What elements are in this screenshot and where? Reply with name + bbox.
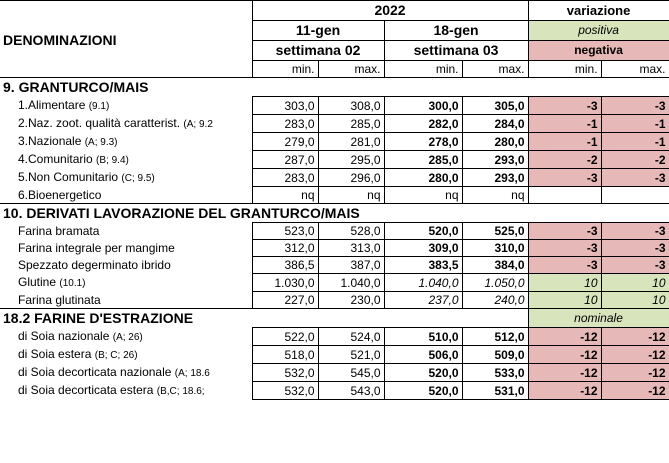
table-row [0, 151, 669, 169]
price-w1max: 296,0 [318, 169, 384, 187]
price-w2max: 280,0 [462, 133, 528, 151]
price-w1min: 532,0 [252, 382, 318, 400]
price-w2min: 1.040,0 [384, 274, 462, 292]
row-label [0, 292, 252, 309]
denominazioni-header: DENOMINAZIONI [3, 32, 117, 48]
product-name: di Soia decorticata estera [18, 382, 154, 397]
variation-vmin [528, 187, 601, 204]
table-row [0, 328, 669, 346]
positiva-legend: positiva [528, 21, 669, 41]
variation-vmax: -3 [601, 240, 669, 257]
table-row [0, 382, 669, 400]
variation-vmin: 10 [528, 274, 601, 292]
variation-vmax: -12 [601, 346, 669, 364]
w2-min-header: min. [384, 61, 462, 78]
price-w2max: 305,0 [462, 97, 528, 115]
price-w1min: nq [252, 187, 318, 204]
price-w2min: nq [384, 187, 462, 204]
price-w1max: 308,0 [318, 97, 384, 115]
price-w2min: 506,0 [384, 346, 462, 364]
price-w1max: 295,0 [318, 151, 384, 169]
price-w2min: 237,0 [384, 292, 462, 309]
price-w2min: 278,0 [384, 133, 462, 151]
variation-vmin: -12 [528, 328, 601, 346]
w2-max-header: max. [462, 61, 528, 78]
variation-vmin: -2 [528, 151, 601, 169]
variation-vmin: -3 [528, 223, 601, 240]
product-name: di Soia estera [18, 346, 92, 361]
table-row [0, 187, 669, 204]
table-row [0, 133, 669, 151]
table-row [0, 223, 669, 240]
price-w2min: 300,0 [384, 97, 462, 115]
variation-vmax: 10 [601, 274, 669, 292]
table-row [0, 257, 669, 274]
section-title: 9. GRANTURCO/MAIS [0, 78, 669, 97]
price-w2max: 512,0 [462, 328, 528, 346]
product-name: 3.Nazionale [18, 133, 82, 148]
variation-vmin: -3 [528, 169, 601, 187]
row-label [0, 97, 252, 115]
header-blank [0, 1, 252, 21]
variation-vmin: -3 [528, 240, 601, 257]
var-max-header: max. [601, 61, 669, 78]
year-header: 2022 [252, 1, 528, 21]
price-w2min: 280,0 [384, 169, 462, 187]
price-w1min: 227,0 [252, 292, 318, 309]
variation-vmax: -12 [601, 364, 669, 382]
row-label [0, 133, 252, 151]
variation-vmin: 10 [528, 292, 601, 309]
table-row [0, 292, 669, 309]
variation-vmax: -2 [601, 151, 669, 169]
var-min-header: min. [528, 61, 601, 78]
price-w1min: 312,0 [252, 240, 318, 257]
product-code: (9.1) [88, 100, 110, 112]
minmax-blank [0, 61, 252, 78]
variation-vmin: -12 [528, 382, 601, 400]
row-label [0, 328, 252, 346]
table-row [0, 364, 669, 382]
price-w2min: 510,0 [384, 328, 462, 346]
row-label [0, 346, 252, 364]
row-label [0, 257, 252, 274]
table-row [0, 115, 669, 133]
product-code: (A; 26) [112, 331, 143, 343]
variation-vmin: -1 [528, 133, 601, 151]
product-name: di Soia nazionale [18, 328, 110, 343]
week1-date: 11-gen [252, 21, 384, 41]
row-label [0, 382, 252, 400]
product-name: di Soia decorticata nazionale [18, 364, 172, 379]
variation-vmax: 10 [601, 292, 669, 309]
row-label [0, 187, 252, 204]
variation-vmax: -3 [601, 97, 669, 115]
product-code: (B; C; 26) [94, 349, 138, 361]
price-w1max: 285,0 [318, 115, 384, 133]
price-w2min: 285,0 [384, 151, 462, 169]
table-row [0, 274, 669, 292]
price-w2max: 533,0 [462, 364, 528, 382]
product-code: (B,C; 18.6; [156, 385, 205, 397]
product-name: 5.Non Comunitario [18, 169, 119, 184]
variation-vmax: -3 [601, 223, 669, 240]
price-w1min: 522,0 [252, 328, 318, 346]
price-w2max: 1.050,0 [462, 274, 528, 292]
price-w2max: nq [462, 187, 528, 204]
product-name: Farina bramata [18, 224, 100, 238]
product-code: (C; 9.5) [121, 172, 155, 184]
price-w1min: 523,0 [252, 223, 318, 240]
price-w2min: 520,0 [384, 382, 462, 400]
price-w1min: 283,0 [252, 115, 318, 133]
price-w1min: 532,0 [252, 364, 318, 382]
price-w2min: 309,0 [384, 240, 462, 257]
row-label [0, 274, 252, 292]
product-name: Farina integrale per mangime [18, 241, 175, 255]
price-w1min: 283,0 [252, 169, 318, 187]
price-w1max: 387,0 [318, 257, 384, 274]
price-w1min: 279,0 [252, 133, 318, 151]
negativa-legend: negativa [528, 41, 669, 61]
row-label [0, 169, 252, 187]
section-title: 18.2 FARINE D'ESTRAZIONE [0, 309, 528, 328]
section-title: 10. DERIVATI LAVORAZIONE DEL GRANTURCO/MAIS [0, 204, 669, 223]
price-w1min: 386,5 [252, 257, 318, 274]
price-w1max: 524,0 [318, 328, 384, 346]
variazione-header: variazione [528, 1, 669, 21]
product-name: Farina glutinata [18, 292, 101, 307]
price-w1max: 528,0 [318, 223, 384, 240]
variation-vmin: -1 [528, 115, 601, 133]
product-name: 4.Comunitario [18, 151, 93, 166]
price-w1min: 303,0 [252, 97, 318, 115]
price-w2max: 525,0 [462, 223, 528, 240]
variation-vmax [601, 187, 669, 204]
row-label [0, 223, 252, 240]
price-w1max: 1.040,0 [318, 274, 384, 292]
w1-min-header: min. [252, 61, 318, 78]
row-label [0, 115, 252, 133]
variation-vmax: -12 [601, 382, 669, 400]
nominale-legend: nominale [528, 309, 669, 328]
price-w1min: 518,0 [252, 346, 318, 364]
product-name: 1.Alimentare [18, 97, 86, 112]
product-code: (10.1) [59, 277, 86, 289]
product-name: 6.Bioenergetico [18, 187, 102, 202]
variation-vmin: -3 [528, 97, 601, 115]
price-w2min: 520,0 [384, 364, 462, 382]
product-code: (A; 9.2 [183, 118, 213, 130]
table-row [0, 240, 669, 257]
variation-vmax: -3 [601, 257, 669, 274]
week1-label: settimana 02 [252, 41, 384, 61]
product-code: (A; 18.6 [174, 367, 210, 379]
row-label [0, 151, 252, 169]
variation-vmax: -12 [601, 328, 669, 346]
table-row [0, 97, 669, 115]
price-w1max: 545,0 [318, 364, 384, 382]
price-w1max: 281,0 [318, 133, 384, 151]
variation-vmin: -3 [528, 257, 601, 274]
price-w1max: 313,0 [318, 240, 384, 257]
product-code: (B; 9.4) [96, 154, 129, 166]
w1-max-header: max. [318, 61, 384, 78]
price-w2max: 509,0 [462, 346, 528, 364]
price-w1min: 287,0 [252, 151, 318, 169]
price-w2min: 383,5 [384, 257, 462, 274]
price-w2max: 293,0 [462, 151, 528, 169]
price-w2max: 240,0 [462, 292, 528, 309]
price-w2max: 531,0 [462, 382, 528, 400]
variation-vmin: -12 [528, 364, 601, 382]
price-w2min: 520,0 [384, 223, 462, 240]
variation-vmax: -3 [601, 169, 669, 187]
price-w2max: 284,0 [462, 115, 528, 133]
week2-date: 18-gen [384, 21, 528, 41]
price-w1max: nq [318, 187, 384, 204]
row-label [0, 240, 252, 257]
product-name: Glutine [18, 274, 57, 289]
product-name: Spezzato degerminato ibrido [18, 258, 171, 272]
row-label [0, 364, 252, 382]
table-row [0, 346, 669, 364]
price-w1max: 543,0 [318, 382, 384, 400]
variation-vmin: -12 [528, 346, 601, 364]
product-code: (A; 9.3) [84, 136, 118, 148]
week2-label: settimana 03 [384, 41, 528, 61]
price-w2min: 282,0 [384, 115, 462, 133]
price-w1max: 230,0 [318, 292, 384, 309]
price-w2max: 310,0 [462, 240, 528, 257]
variation-vmax: -1 [601, 133, 669, 151]
variation-vmax: -1 [601, 115, 669, 133]
price-w1min: 1.030,0 [252, 274, 318, 292]
product-name: 2.Naz. zoot. qualità caratterist. [18, 115, 181, 130]
price-w2max: 293,0 [462, 169, 528, 187]
price-w1max: 521,0 [318, 346, 384, 364]
price-w2max: 384,0 [462, 257, 528, 274]
table-row [0, 169, 669, 187]
